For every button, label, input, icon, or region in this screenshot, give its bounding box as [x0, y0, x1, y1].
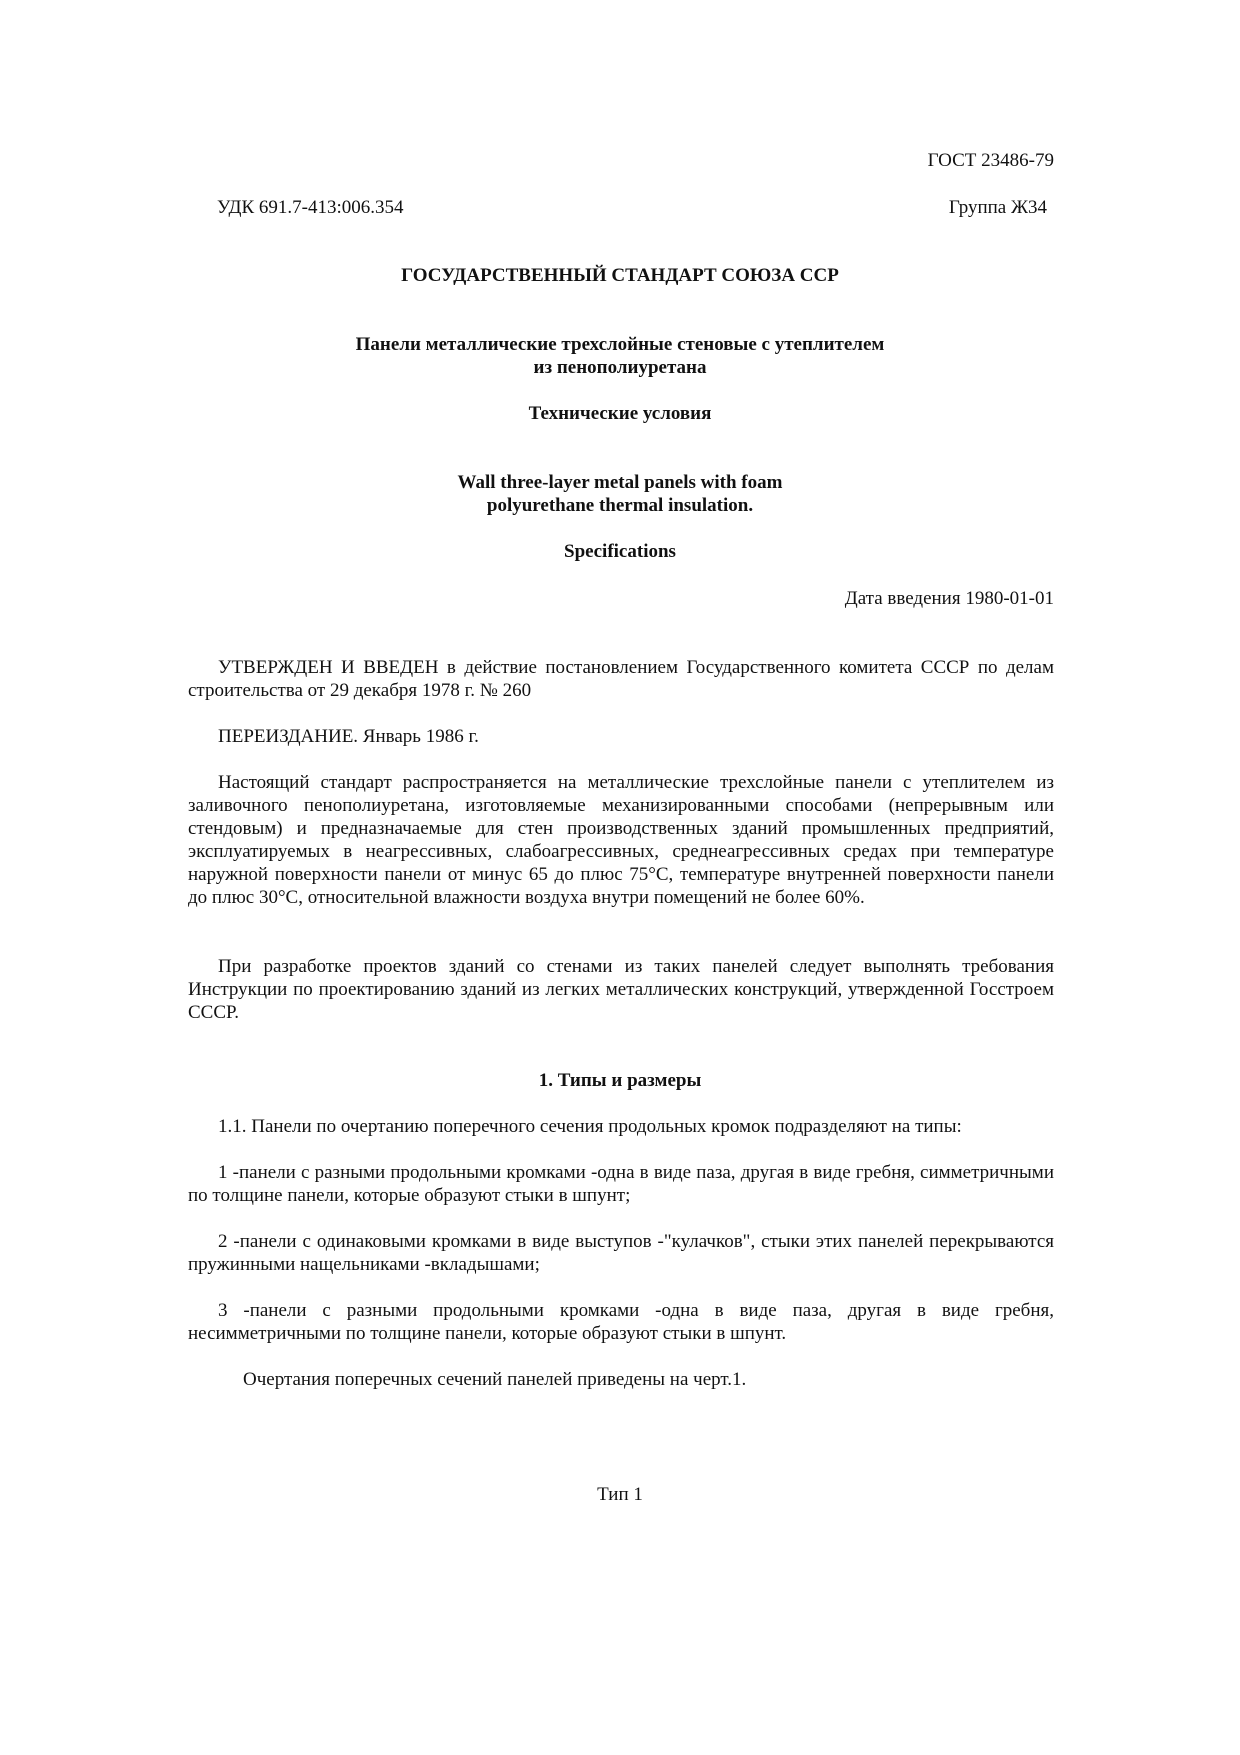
title-en-line-2: polyurethane thermal insulation.	[486, 495, 754, 516]
document-subtitle-en: Specifications	[564, 541, 676, 562]
document-subtitle-ru: Технические условия	[528, 403, 712, 424]
title-ru-line-1: Панели металлические трехслойные стеновые с утеплителем	[355, 334, 885, 355]
scope-paragraph: Настоящий стандарт распространяется на металлические трехслойные панели с утеплителем из заливочного пенополиуретана, изготовляемые механизированными способами (непрерывным или стендовым) и предназначаемые для стен производственных зданий промышленных предприятий, эксплуатируемых в неагрессивных, слабоагрессивных, среднеагрессивных средах при температуре наружной поверхности панели от минус 65 до плюс 75°С, температуре внутренней поверхности панели до плюс 30°С, относительной влажности воздуха внутри помещений не более 60%.	[188, 772, 1054, 908]
title-en-line-1: Wall three-layer metal panels with foam	[457, 472, 783, 493]
title-ru-line-2: из пенополиуретана	[533, 357, 707, 378]
introduction-date: Дата введения 1980-01-01	[844, 588, 1054, 609]
clause-1-1: 1.1. Панели по очертанию поперечного сечения продольных кромок подразделяют на типы:	[218, 1116, 962, 1137]
panel-type-2: 2 -панели с одинаковыми кромками в виде выступов -"кулачков", стыки этих панелей перекрываются пружинными нащельниками -вкладышами;	[188, 1231, 1054, 1275]
approval-paragraph: УТВЕРЖДЕН И ВВЕДЕН в действие постановлением Государственного комитета СССР по делам строительства от 29 декабря 1978 г. № 260	[188, 657, 1054, 701]
outline-note: Очертания поперечных сечений панелей приведены на черт.1.	[243, 1369, 747, 1390]
panel-type-1: 1 -панели с разными продольными кромками -одна в виде паза, другая в виде гребня, симметричными по толщине панели, которые образуют стыки в шпунт;	[188, 1162, 1054, 1206]
document-title-en	[0, 471, 1240, 517]
group-code: Группа Ж34	[948, 197, 1047, 218]
document-title-ru	[0, 333, 1240, 379]
gost-number: ГОСТ 23486-79	[927, 150, 1054, 171]
reissue-paragraph: ПЕРЕИЗДАНИЕ. Январь 1986 г.	[218, 726, 479, 747]
figure-caption: Тип 1	[597, 1484, 643, 1505]
design-paragraph: При разработке проектов зданий со стенами из таких панелей следует выполнять требования Инструкции по проектированию зданий из легких металлических конструкций, утвержденной Госстроем СССР.	[188, 956, 1054, 1023]
panel-type-3: 3 -панели с разными продольными кромками -одна в виде паза, другая в виде гребня, несимметричными по толщине панели, которые образуют стыки в шпунт.	[188, 1300, 1054, 1344]
section-heading: 1. Типы и размеры	[538, 1070, 702, 1091]
udk-code: УДК 691.7-413:006.354	[217, 197, 404, 218]
standard-title: ГОСУДАРСТВЕННЫЙ СТАНДАРТ СОЮЗА ССР	[401, 265, 839, 286]
